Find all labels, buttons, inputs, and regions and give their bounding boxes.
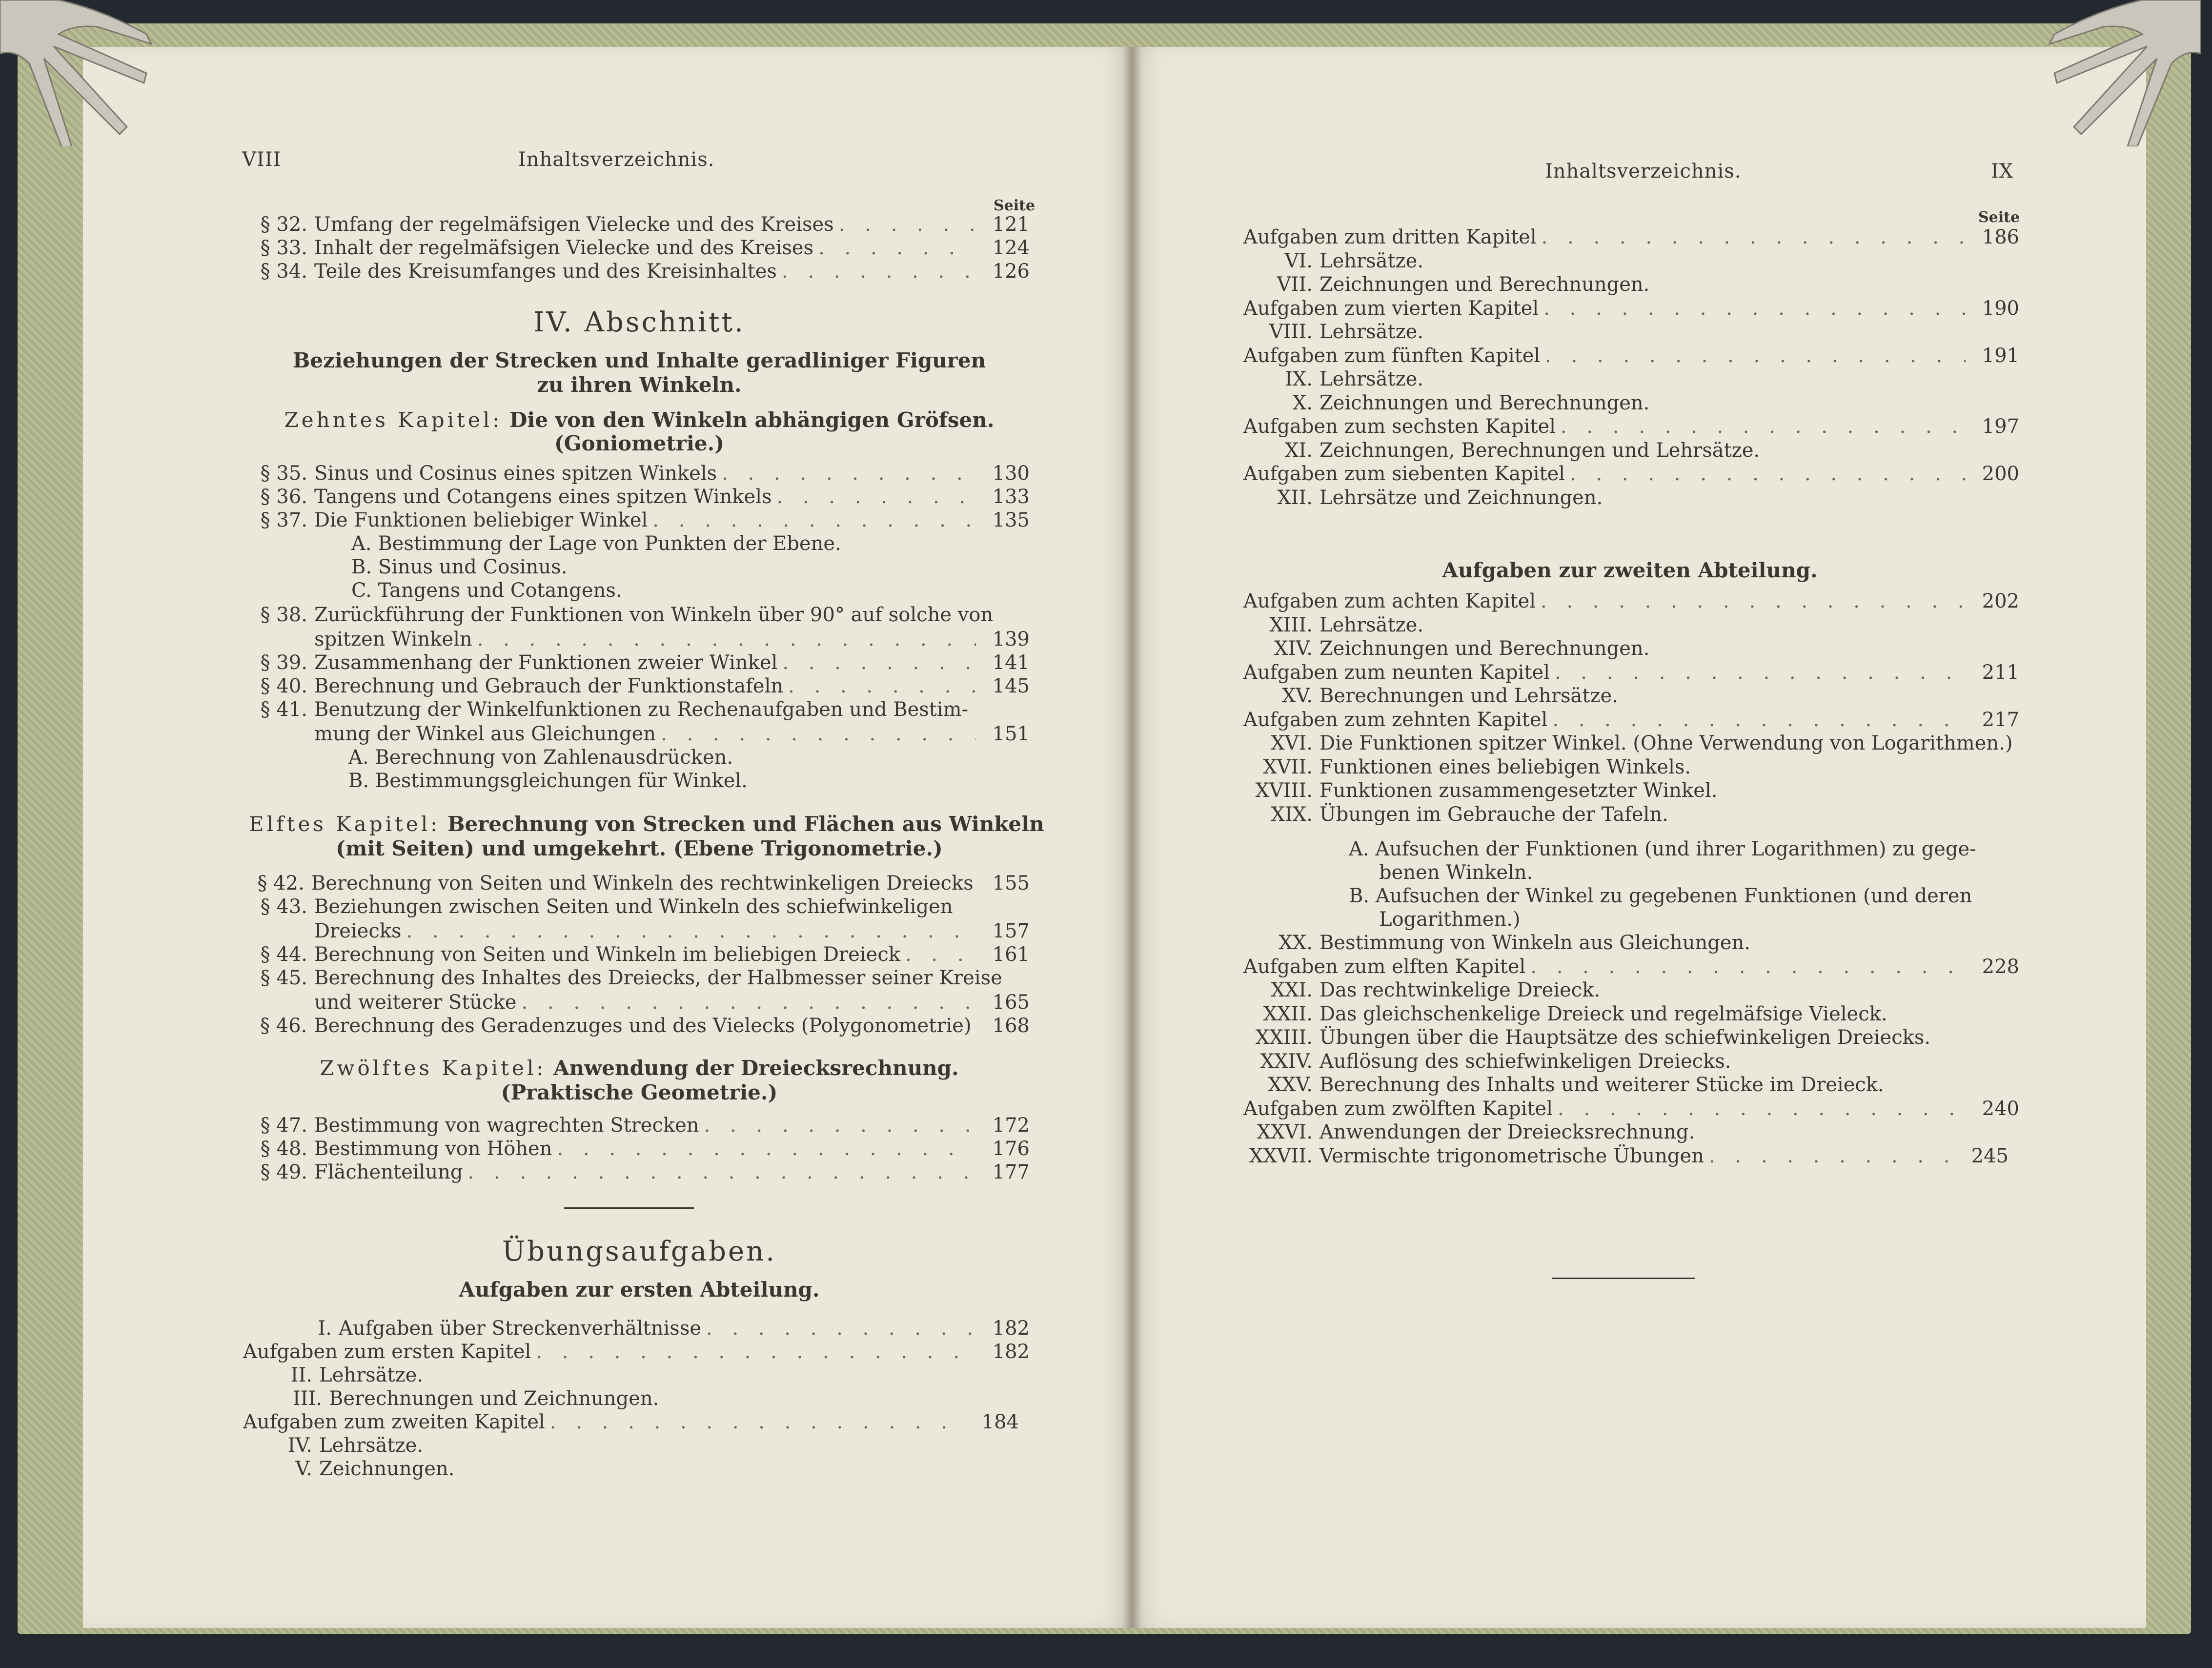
toc-entry-title: Übungen über die Hauptsätze des schiefwinkeligen Dreiecks. (1319, 1026, 1931, 1049)
toc-entry (244, 509, 1030, 532)
toc-entry-title: Berechnungen und Lehrsätze. (1319, 685, 1618, 707)
toc-subentry (1220, 320, 1423, 344)
toc-entry-title: Aufgaben zum zehnten Kapitel (1243, 708, 1548, 731)
toc-entry-title: Zeichnungen und Berechnungen. (1319, 637, 1650, 660)
toc-entry-page: 133 (992, 486, 1030, 508)
page-clip-right-icon (2040, 0, 2201, 146)
toc-entry-number: XXII. (1263, 1002, 1313, 1025)
leader-dots (1543, 297, 1966, 320)
toc-entry-title: Aufgaben zum sechsten Kapitel (1243, 415, 1556, 438)
toc-entry-page: 161 (992, 943, 1030, 966)
toc-entry-page: 200 (1982, 463, 2019, 485)
toc-subentry (1220, 978, 1600, 1002)
book-gutter (1122, 47, 1142, 1628)
chapter-label: Elftes Kapitel: (249, 812, 441, 836)
toc-entry-title: Das rechtwinkelige Dreieck. (1319, 979, 1601, 1001)
toc-entry-title: Aufgaben zum neunten Kapitel (1243, 661, 1550, 684)
toc-entry-page: 186 (1982, 226, 2019, 248)
toc-entry-page: 121 (992, 213, 1030, 236)
leader-dots (661, 722, 976, 746)
toc-subentry: A. Aufsuchen der Funktionen (und ihrer Logarithmen) zu gege- (1349, 838, 1976, 860)
toc-entry-page: 172 (992, 1114, 1030, 1137)
toc-entry (1243, 661, 2019, 684)
divider-rule (1552, 1278, 1695, 1279)
toc-entry-title: Vermischte trigonometrische Übungen (1319, 1144, 1704, 1167)
leader-dots (1558, 1097, 1966, 1120)
toc-subentry (244, 1387, 659, 1410)
toc-entry-page: 124 (992, 237, 1030, 259)
toc-entry-number: X. (1292, 391, 1313, 414)
toc-entry (244, 1160, 1030, 1184)
toc-subentry (1220, 684, 1618, 708)
leader-dots (467, 1160, 976, 1184)
leader-dots (477, 628, 976, 651)
leader-dots (722, 462, 976, 485)
toc-entry-title: Aufgaben zum achten Kapitel (1243, 590, 1536, 612)
toc-subentry (1220, 613, 1423, 637)
toc-entry-number: XXIII. (1255, 1026, 1313, 1049)
toc-entry-page: 228 (1982, 955, 2019, 978)
toc-entry-number: IX. (1285, 368, 1313, 390)
toc-entry (244, 943, 1030, 966)
toc-entry-title-cont: und weiterer Stücke (314, 991, 517, 1014)
chapter-heading (249, 812, 1044, 836)
leader-dots (1552, 708, 1966, 732)
toc-entry-title: Lehrsätze. (319, 1434, 424, 1457)
toc-subentry (1220, 1050, 1731, 1073)
toc-entry (1243, 708, 2019, 732)
toc-entry-line (244, 895, 953, 918)
toc-entry-number: XIV. (1274, 637, 1313, 660)
toc-entry (249, 213, 1030, 236)
toc-subentry (1220, 1073, 1884, 1097)
toc-entry (1243, 590, 2019, 613)
toc-entry-number: § 41. (260, 698, 307, 721)
toc-entry-title: Die Funktionen spitzer Winkel. (Ohne Verwendung von Logarithmen.) (1319, 732, 2013, 754)
toc-entry-number: § 49. (260, 1161, 307, 1183)
toc-entry-title: Berechnung des Inhalts und weiterer Stücke im Dreieck. (1319, 1074, 1884, 1096)
toc-subentry: B. Sinus und Cosinus. (351, 556, 568, 578)
toc-entry-title: Aufgaben zum fünften Kapitel (1243, 344, 1541, 367)
toc-entry-number: § 35. (260, 462, 307, 485)
toc-entry-number: § 46. (260, 1015, 307, 1037)
right-page-header-title: Inhaltsverzeichnis. (1545, 160, 1742, 183)
chapter-subtitle: (mit Seiten) und umgekehrt. (Ebene Trigonometrie.) (336, 836, 943, 860)
toc-entry-number: XVII. (1263, 755, 1313, 778)
leader-dots (521, 991, 976, 1014)
toc-entry (1243, 462, 2019, 486)
toc-entry-number: XV. (1281, 685, 1313, 707)
toc-entry-number: V. (295, 1458, 312, 1480)
toc-entry-number: XXV. (1268, 1074, 1313, 1096)
toc-entry-number: XXIV. (1260, 1050, 1313, 1073)
toc-entry-number: XIX. (1271, 803, 1313, 826)
toc-entry (314, 722, 1030, 746)
toc-subentry (1220, 1120, 1695, 1144)
toc-entry-number: § 47. (260, 1114, 307, 1137)
leader-dots (905, 943, 976, 966)
toc-entry-title: Sinus und Cosinus eines spitzen Winkels (314, 462, 717, 485)
toc-entry-title-cont: spitzen Winkeln (314, 628, 472, 651)
toc-entry-title: Tangens und Cotangens eines spitzen Winkels (314, 486, 772, 508)
leader-dots (1570, 462, 1966, 486)
chapter-label: Zwölftes Kapitel: (320, 1056, 547, 1080)
toc-entry-title: Zusammenhang der Funktionen zweier Winkel (314, 651, 778, 674)
toc-entry-title: Lehrsätze. (1319, 249, 1424, 272)
toc-subentry (1220, 367, 1423, 391)
toc-entry-page: 130 (992, 462, 1030, 485)
chapter-heading (249, 408, 1030, 432)
toc-entry-title: Die Funktionen beliebiger Winkel (314, 509, 648, 531)
toc-entry (243, 1410, 1019, 1434)
toc-entry-title: Anwendungen der Dreiecksrechnung. (1319, 1121, 1695, 1143)
toc-entry-number: § 32. (260, 213, 307, 236)
page-clip-left-icon (0, 0, 161, 146)
toc-subentry (1220, 732, 2012, 755)
toc-entry (244, 485, 1030, 509)
leader-dots (777, 485, 976, 509)
toc-entry-title: Aufgaben zum elften Kapitel (1243, 955, 1526, 978)
toc-subentry: Logarithmen.) (1379, 908, 1521, 931)
toc-subentry (244, 1457, 454, 1481)
toc-entry-page: 141 (992, 651, 1030, 674)
toc-subentry: B. Bestimmungsgleichungen für Winkel. (348, 770, 748, 792)
toc-entry-title: Benutzung der Winkelfunktionen zu Rechenaufgaben und Bestim- (314, 698, 969, 721)
section-title-line1: Beziehungen der Strecken und Inhalte geradliniger Figuren (292, 348, 986, 372)
section-title-line2: zu ihren Winkeln. (537, 373, 742, 397)
toc-entry-line (244, 603, 993, 627)
toc-entry (244, 674, 1030, 698)
toc-entry-page: 217 (1982, 708, 2019, 731)
toc-subentry: A. Bestimmung der Lage von Punkten der Ebene. (351, 532, 841, 555)
toc-subentry (1220, 779, 1717, 802)
toc-subentry (1220, 391, 1649, 415)
toc-entry-title: Beziehungen zwischen Seiten und Winkeln des schiefwinkeligen (314, 895, 953, 918)
toc-entry-title: Teile des Kreisumfanges und des Kreisinhaltes (314, 260, 777, 283)
toc-entry-title-cont: mung der Winkel aus Gleichungen (314, 723, 656, 745)
leader-dots (536, 1340, 976, 1363)
toc-entry-number: XI. (1285, 439, 1313, 462)
leader-dots (557, 1137, 976, 1160)
left-page-header-title: Inhaltsverzeichnis. (518, 148, 715, 171)
toc-entry-number: § 39. (260, 651, 307, 674)
toc-entry-title: Lehrsätze. (1319, 613, 1424, 636)
left-page-number: VIII (242, 148, 282, 171)
leader-dots (1555, 661, 1966, 684)
left-seite-label: Seite (994, 197, 1035, 214)
toc-entry-number: § 37. (260, 509, 307, 531)
toc-entry-number: XXVII. (1249, 1144, 1313, 1167)
toc-subentry (1220, 637, 1649, 660)
toc-entry-number: XIII. (1269, 613, 1313, 636)
toc-entry-number: VI. (1284, 249, 1313, 272)
toc-subentry (1220, 249, 1423, 273)
toc-entry (1220, 1144, 2009, 1168)
toc-entry-page: 245 (1971, 1144, 2009, 1167)
toc-entry-title: Zeichnungen, Berechnungen und Lehrsätze. (1319, 439, 1760, 462)
toc-entry-number: XXI. (1271, 979, 1313, 1001)
leader-dots (782, 651, 976, 674)
toc-entry-title: Bestimmung von wagrechten Strecken (314, 1114, 699, 1137)
toc-entry-page: 145 (992, 675, 1030, 697)
chapter-label: Zehntes Kapitel: (284, 408, 503, 432)
leader-dots (818, 236, 976, 260)
toc-entry-number: § 42. (257, 872, 304, 895)
toc-subentry: C. Tangens und Cotangens. (351, 579, 622, 602)
leader-dots (839, 213, 976, 236)
right-page-number: IX (1991, 160, 2014, 183)
toc-entry-title: Übungen im Gebrauche der Tafeln. (1319, 803, 1668, 826)
toc-entry-number: § 34. (260, 260, 307, 283)
toc-entry-title: Lehrsätze. (1319, 368, 1424, 390)
toc-entry-title: Aufgaben zum siebenten Kapitel (1243, 463, 1565, 485)
toc-entry-title: Lehrsätze und Zeichnungen. (1319, 486, 1603, 509)
toc-entry-page: 177 (992, 1161, 1030, 1183)
toc-entry-page: 197 (1982, 415, 2019, 438)
toc-entry-page: 190 (1982, 297, 2019, 320)
toc-subentry (244, 1363, 423, 1387)
leader-dots (782, 260, 976, 283)
toc-entry-page: 191 (1982, 344, 2019, 367)
toc-entry (244, 872, 1030, 895)
toc-entry (1243, 955, 2019, 978)
toc-subentry (1220, 273, 1649, 296)
leader-dots (652, 509, 976, 532)
toc-entry-number: § 45. (260, 967, 307, 989)
toc-entry (244, 1137, 1030, 1160)
leader-dots (1530, 955, 1966, 978)
chapter-subtitle: (Praktische Geometrie.) (501, 1080, 778, 1104)
toc-entry-number: XII. (1277, 486, 1313, 509)
toc-subentry: B. Aufsuchen der Winkel zu gegebenen Funktionen (und deren (1349, 885, 1972, 907)
toc-entry (249, 260, 1030, 283)
toc-entry-number: XX. (1278, 932, 1313, 954)
toc-entry (244, 1317, 1030, 1340)
toc-entry-page: 168 (992, 1015, 1030, 1037)
toc-entry-title: Inhalt der regelmäfsigen Vielecke und des Kreises (314, 237, 814, 259)
toc-entry-number: § 48. (260, 1138, 307, 1160)
toc-entry-title: Das gleichschenkelige Dreieck und regelmäfsige Vieleck. (1319, 1002, 1887, 1025)
toc-entry-number: II. (290, 1364, 312, 1386)
toc-subentry: A. Berechnung von Zahlenausdrücken. (348, 746, 733, 769)
toc-entry-title: Berechnung des Inhaltes des Dreiecks, der Halbmesser seiner Kreise (314, 967, 1002, 989)
toc-entry (1243, 225, 2019, 249)
toc-entry-number: XVIII. (1255, 779, 1313, 802)
toc-entry-number: XXVI. (1257, 1121, 1313, 1143)
leader-dots (406, 919, 976, 943)
toc-subentry (1220, 1002, 1887, 1026)
toc-entry-number: § 40. (260, 675, 307, 697)
toc-entry-title: Zeichnungen. (319, 1458, 455, 1480)
toc-entry-title: Umfang der regelmäfsigen Vielecke und des Kreises (314, 213, 834, 236)
toc-entry (314, 628, 1030, 651)
toc-subentry (1220, 486, 1603, 509)
toc-entry (314, 919, 1030, 943)
toc-subentry (1220, 803, 1668, 826)
toc-entry-page: 184 (981, 1411, 1019, 1433)
toc-entry-title: Berechnungen und Zeichnungen. (329, 1387, 659, 1410)
toc-entry-page: 135 (992, 509, 1030, 531)
toc-entry-page: 182 (992, 1317, 1030, 1340)
toc-subentry (1220, 755, 1691, 779)
leader-dots (788, 674, 976, 698)
toc-entry-title: Aufgaben zum zwölften Kapitel (1243, 1097, 1553, 1120)
toc-entry-number: § 36. (260, 486, 307, 508)
leader-dots (550, 1410, 965, 1434)
toc-entry-title: Zeichnungen und Berechnungen. (1319, 391, 1650, 414)
toc-entry (1243, 297, 2019, 320)
toc-entry-page: 211 (1982, 661, 2019, 684)
toc-entry-number: VIII. (1269, 321, 1313, 343)
toc-subentry (1220, 439, 1760, 462)
leader-dots (1541, 590, 1966, 613)
toc-entry-title: Aufgaben zum zweiten Kapitel (243, 1411, 545, 1433)
toc-entry-page: 155 (992, 872, 1030, 895)
toc-entry-title: Zeichnungen und Berechnungen. (1319, 273, 1650, 296)
toc-entry-title: Funktionen zusammengesetzter Winkel. (1319, 779, 1718, 802)
leader-dots (1709, 1144, 1955, 1168)
section-heading: IV. Abschnitt. (533, 306, 745, 338)
toc-entry (249, 236, 1030, 260)
toc-entry-number: § 33. (260, 237, 307, 259)
toc-entry-title: Flächenteilung (314, 1161, 463, 1183)
toc-entry (1243, 344, 2019, 367)
chapter-title: Anwendung der Dreiecksrechnung. (553, 1056, 959, 1080)
toc-entry-page: 151 (992, 723, 1030, 745)
toc-entry-number: IV. (287, 1434, 312, 1457)
toc-entry (244, 462, 1030, 485)
chapter-heading (249, 1056, 1030, 1080)
leader-dots (1545, 344, 1966, 367)
toc-subentry (1220, 931, 1750, 955)
toc-entry-number: § 44. (260, 943, 307, 966)
chapter-title: Die von den Winkeln abhängigen Gröfsen. (509, 408, 994, 432)
leader-dots (1542, 225, 1966, 249)
toc-entry-number: XVI. (1271, 732, 1313, 754)
chapter-subtitle: (Goniometrie.) (554, 431, 725, 455)
toc-subentry: benen Winkeln. (1379, 861, 1533, 884)
toc-entry-line (244, 698, 968, 721)
toc-entry-page: 176 (992, 1138, 1030, 1160)
toc-entry-title: Aufgaben zum vierten Kapitel (1243, 297, 1539, 320)
toc-entry-page: 182 (992, 1341, 1030, 1363)
toc-subentry (1220, 1026, 1930, 1049)
toc-entry (243, 1340, 1030, 1363)
toc-entry-number: I. (318, 1317, 332, 1340)
toc-entry (244, 651, 1030, 674)
toc-entry-title: Berechnung von Seiten und Winkeln des rechtwinkeligen Dreiecks (311, 872, 974, 895)
toc-entry-title-cont: Dreiecks (314, 920, 402, 942)
toc-entry-page: 157 (992, 920, 1030, 942)
divider-rule (564, 1207, 694, 1209)
toc-entry-title: Bestimmung von Winkeln aus Gleichungen. (1319, 932, 1750, 954)
toc-entry-title: Bestimmung von Höhen (314, 1138, 552, 1160)
chapter-title: Berechnung von Strecken und Flächen aus Winkeln (447, 812, 1044, 836)
toc-entry-page: 240 (1982, 1097, 2019, 1120)
toc-entry-number: § 38. (260, 604, 307, 626)
toc-entry-title: Aufgaben zum dritten Kapitel (1243, 226, 1537, 248)
section-title: Aufgaben zur zweiten Abteilung. (1442, 558, 1818, 582)
section-heading: Übungsaufgaben. (502, 1236, 777, 1267)
toc-entry-page: 202 (1982, 590, 2019, 612)
toc-entry-page: 139 (992, 628, 1030, 651)
leader-dots (1561, 415, 1966, 438)
toc-subentry (244, 1434, 423, 1457)
toc-entry-title: Aufgaben über Streckenverhältnisse (339, 1317, 702, 1340)
toc-entry-page: 126 (992, 260, 1030, 283)
toc-entry (1243, 1097, 2019, 1120)
leader-dots (704, 1114, 976, 1137)
toc-entry-number: § 43. (260, 895, 307, 918)
leader-dots (706, 1317, 976, 1340)
toc-entry-title: Lehrsätze. (1319, 321, 1424, 343)
toc-entry-page: 165 (992, 991, 1030, 1014)
right-seite-label: Seite (1978, 209, 2020, 226)
toc-entry-title: Funktionen eines beliebigen Winkels. (1319, 755, 1691, 778)
toc-entry-title: Zurückführung der Funktionen von Winkeln über 90° auf solche von (314, 604, 994, 626)
toc-entry-title: Lehrsätze. (319, 1364, 424, 1386)
toc-entry-number: VII. (1277, 273, 1313, 296)
toc-entry (244, 1114, 1030, 1137)
toc-entry-title: Berechnung und Gebrauch der Funktionstafeln (314, 675, 784, 697)
toc-entry-number: III. (292, 1387, 322, 1410)
toc-entry (1243, 415, 2019, 438)
toc-entry-title: Berechnung des Geradenzuges und des Vielecks (Polygonometrie) (314, 1015, 972, 1037)
toc-entry-title: Berechnung von Seiten und Winkeln im beliebigen Dreieck (314, 943, 900, 966)
toc-entry (314, 991, 1030, 1014)
toc-entry (244, 1014, 1030, 1037)
toc-entry-line (244, 966, 1002, 990)
toc-entry-title: Auflösung des schiefwinkeligen Dreiecks. (1319, 1050, 1731, 1073)
section-title: Aufgaben zur ersten Abteilung. (459, 1278, 820, 1302)
toc-entry-title: Aufgaben zum ersten Kapitel (243, 1341, 531, 1363)
